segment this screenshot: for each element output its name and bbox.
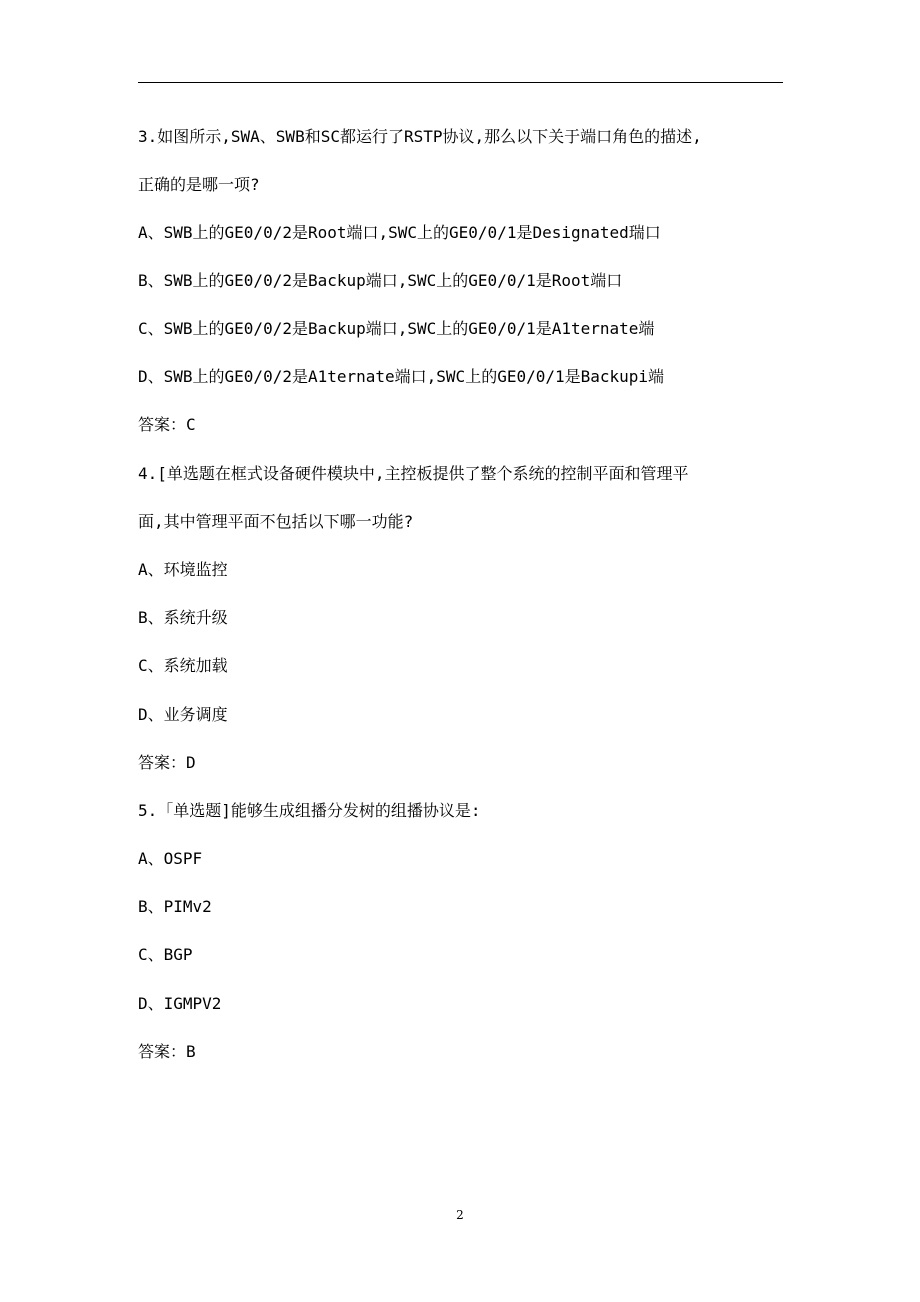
- question-4-option-d: D、业务调度: [138, 705, 228, 724]
- question-4-answer: 答案：D: [138, 753, 196, 772]
- question-4-option-a: A、环境监控: [138, 560, 228, 579]
- question-4-option-c: C、系统加载: [138, 656, 228, 675]
- question-3-option-d: D、SWB上的GE0/0/2是A1ternate端口,SWC上的GE0/0/1是Backupi端: [138, 367, 665, 386]
- question-5-option-d: D、IGMPV2: [138, 994, 222, 1013]
- question-4-stem-line-1: 4.[单选题在框式设备硬件模块中,主控板提供了整个系统的控制平面和管理平: [138, 464, 689, 483]
- question-3-answer: 答案：C: [138, 415, 196, 434]
- question-5-option-c: C、BGP: [138, 945, 193, 964]
- question-3-option-a: A、SWB上的GE0/0/2是Root端口,SWC上的GE0/0/1是Designated瑞口: [138, 223, 661, 242]
- question-5-option-b: B、PIMv2: [138, 897, 212, 916]
- page-number: 2: [456, 1208, 464, 1222]
- question-5-stem-line-1: 5.「单选题]能够生成组播分发树的组播协议是:: [138, 801, 481, 820]
- question-4-option-b: B、系统升级: [138, 608, 228, 627]
- header-rule: [138, 82, 783, 83]
- question-3-option-c: C、SWB上的GE0/0/2是Backup端口,SWC上的GE0/0/1是A1ternate端: [138, 319, 655, 338]
- question-5-answer: 答案：B: [138, 1042, 196, 1061]
- question-4-stem-line-2: 面,其中管理平面不包括以下哪一功能?: [138, 512, 414, 531]
- question-3-option-b: B、SWB上的GE0/0/2是Backup端口,SWC上的GE0/0/1是Root端口: [138, 271, 623, 290]
- question-3-stem-line-1: 3.如图所示,SWA、SWB和SC都运行了RSTP协议,那么以下关于端口角色的描述,: [138, 127, 702, 146]
- question-3-stem-line-2: 正确的是哪一项?: [138, 175, 260, 194]
- question-5-option-a: A、OSPF: [138, 849, 203, 868]
